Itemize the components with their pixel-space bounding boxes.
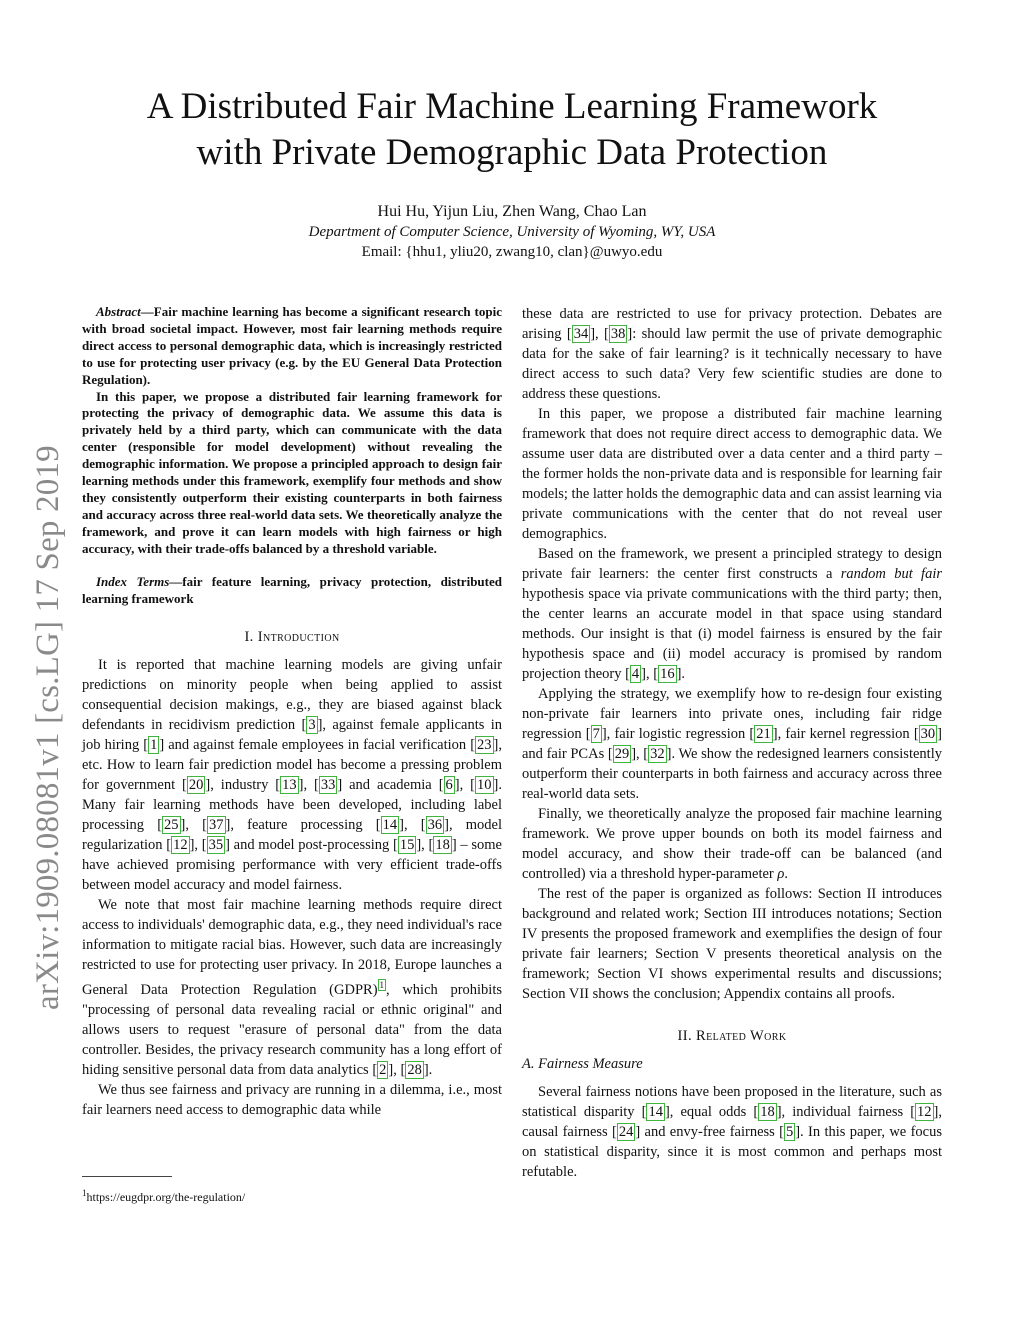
- affiliation: Department of Computer Science, University of Wyoming, WY, USA: [308, 224, 716, 240]
- intro-paragraph-9: The rest of the paper is organized as follows: Section II introduces background and related work; Section III introduces notations; Section IV presents the proposed framework and exemplifies the design of four private fair learners; Section V presents theoretical analysis on the framework; Section VI shows experimental results and discussions; Section VII shows the conclusion; Appendix contains all proofs.: [522, 886, 942, 1002]
- abstract-paragraph-1: Abstract—Fair machine learning has become a significant research topic with broad societal impact. However, most fair learning methods require direct access to personal demographic data, which is increasingly restricted to use for protecting user privacy (e.g. by the EU General Data Protection Regulation).: [82, 304, 502, 387]
- right-column: [522, 304, 942, 1182]
- footnote: $^1$https://eugdpr.org/the-regulation/: [82, 1188, 246, 1204]
- intro-paragraph-1: It is reported that machine learning models are giving unfair predictions on minority people when being applied to assist consequential decision makings, e.g., they are biased against black defendants in recidivism prediction [ 3 ], against female applicants in job hiring [ 1 ] and against female employees in facial verification [ 23 ], etc. How to learn fair prediction model has become a pressing problem for government [ 20 ], industry [ 13 ], [ 33 ] and academia [ 6 ], [ 10 ]. Many fair learning methods have been developed, including label processing [ 25 ], [ 37 ], feature processing [ 14 ], [ 36 ], model regularization [ 12 ], [ 35 ] and model post-processing [ 15 ], [ 18 ] – some have achieved promising performance with very efficient trade-offs between model accuracy and model fairness.: [82, 657, 502, 894]
- title-line-1: A Distributed Fair Machine Learning Framework: [146, 86, 878, 127]
- index-terms: Index Terms—fair feature learning, privacy protection, distributed learning framework: [82, 573, 502, 606]
- abstract-label: Abstract: [96, 304, 141, 319]
- footnote-rule: [82, 1176, 172, 1177]
- title-line-2: with Private Demographic Data Protection: [196, 132, 828, 173]
- related-paragraph-1: Several fairness notions have been proposed in the literature, such as statistical disparity [ 14 ], equal odds [ 18 ], individual fairness [ 12 ], causal fairness [ 24 ] and envy-free fairness [ 5 ]. In this paper, we focus on statistical disparity, since it is most common and perhaps most refutable.: [522, 1084, 942, 1180]
- footnote-url[interactable]: https://eugdpr.org/the-regulation/: [86, 1190, 246, 1204]
- section-heading-introduction: I. Introduction: [244, 629, 340, 646]
- intro-paragraph-8: Finally, we theoretically analyze the proposed fair machine learning framework. We prove upper bounds on both its model fairness and model accuracy, and show their trade-off can be balanced (and controlled) via a threshold hyper-parameter ρ.: [522, 806, 942, 882]
- arxiv-watermark: arXiv:1909.08081v1 [cs.LG] 17 Sep 2019: [30, 445, 66, 1010]
- intro-paragraph-7: Applying the strategy, we exemplify how to re-design four existing non-private fair learners into private ones, including fair ridge regression [ 7 ], fair logistic regression [ 21 ], fair kernel regression [ 30 ] and fair PCAs [ 29 ], [ 32 ]. We show the redesigned learners consistently outperform their counterparts in both fairness and accuracy across three real-world data sets.: [522, 686, 942, 802]
- abstract: [82, 304, 502, 558]
- paper-title: [80, 84, 944, 176]
- author-block: [80, 202, 944, 262]
- abstract-text-1: Fair machine learning has become a significant research topic with broad societal impact. However, most fair learning methods require direct access to personal demographic data, which is increasingly restricted to use for protecting user privacy (e.g. by the EU General Data Protection Regulation).: [82, 304, 502, 387]
- intro-paragraph-3: We thus see fairness and privacy are running in a dilemma, i.e., most fair learners need access to demographic data while: [82, 1082, 502, 1119]
- email-line: Email: {hhu1, yliu20, zwang10, clan}@uwyo.edu: [361, 244, 663, 260]
- intro-paragraph-2: We note that most fair machine learning methods require direct access to individuals' demographic data, e.g., they need individual's race information to mitigate racial bias. However, such data are increasingly restricted to use for protecting user privacy. In 2018, Europe launches a General Data Protection Regulation (GDPR) $^1$ , which prohibits "processing of personal data revealing racial or ethnic original" and allows users to request "erasure of personal data" from the data controller. Besides, the privacy research community has a long effort of hiding sensitive personal data from data analytics [ 2 ], [ 28 ].: [82, 897, 502, 1079]
- left-column: [82, 304, 502, 1120]
- intro-paragraph-4: these data are restricted to use for privacy protection. Debates are arising [ 34 ], [ 38 ]: should law permit the use of private demographic data for the sake of fair learning? is it technically necessary to have direct access to such data? Very few scientific studies are done to address these questions.: [522, 306, 942, 402]
- section-heading-related-work: II. Related Work: [677, 1028, 787, 1044]
- intro-paragraph-5: In this paper, we propose a distributed fair machine learning framework that does not require direct access to demographic data. We assume user data are distributed over a data center and a third party – the former holds the non-private data and is responsible for learning fair models; the latter holds the demographic data and can assist learning via private communications with the center that do not reveal user demographics.: [522, 406, 942, 542]
- intro-paragraph-6: Based on the framework, we present a principled strategy to design private fair learners: the center first constructs a random but fair hypothesis space via private communications with the third party; then, the center learns an accurate model in that space using standard methods. Our insight is that (i) model fairness is ensured by the fair hypothesis space and (ii) model accuracy is promised by random projection theory [ 4 ], [ 16 ].: [522, 546, 943, 682]
- subsection-heading-fairness-measure: A. Fairness Measure: [522, 1056, 643, 1072]
- index-terms-text: fair feature learning, privacy protection, distributed learning framework: [82, 573, 502, 606]
- index-terms-label: Index Terms: [96, 573, 170, 589]
- abstract-paragraph-2: In this paper, we propose a distributed fair learning framework for protecting the privacy of demographic data. We assume this data is privately held by a third party, which can communicate with the data center (responsible for model development) without revealing the demographic information. We propose a principled approach to design fair learning methods under this framework, exemplify four methods and show they consistently outperform their existing counterparts in both fairness and accuracy across three real-world data sets. We theoretically analyze the framework, and prove it can learn models with high fairness or high accuracy, with their trade-offs balanced by a threshold variable.: [82, 388, 502, 556]
- author-names: Hui Hu, Yijun Liu, Zhen Wang, Chao Lan: [377, 203, 647, 220]
